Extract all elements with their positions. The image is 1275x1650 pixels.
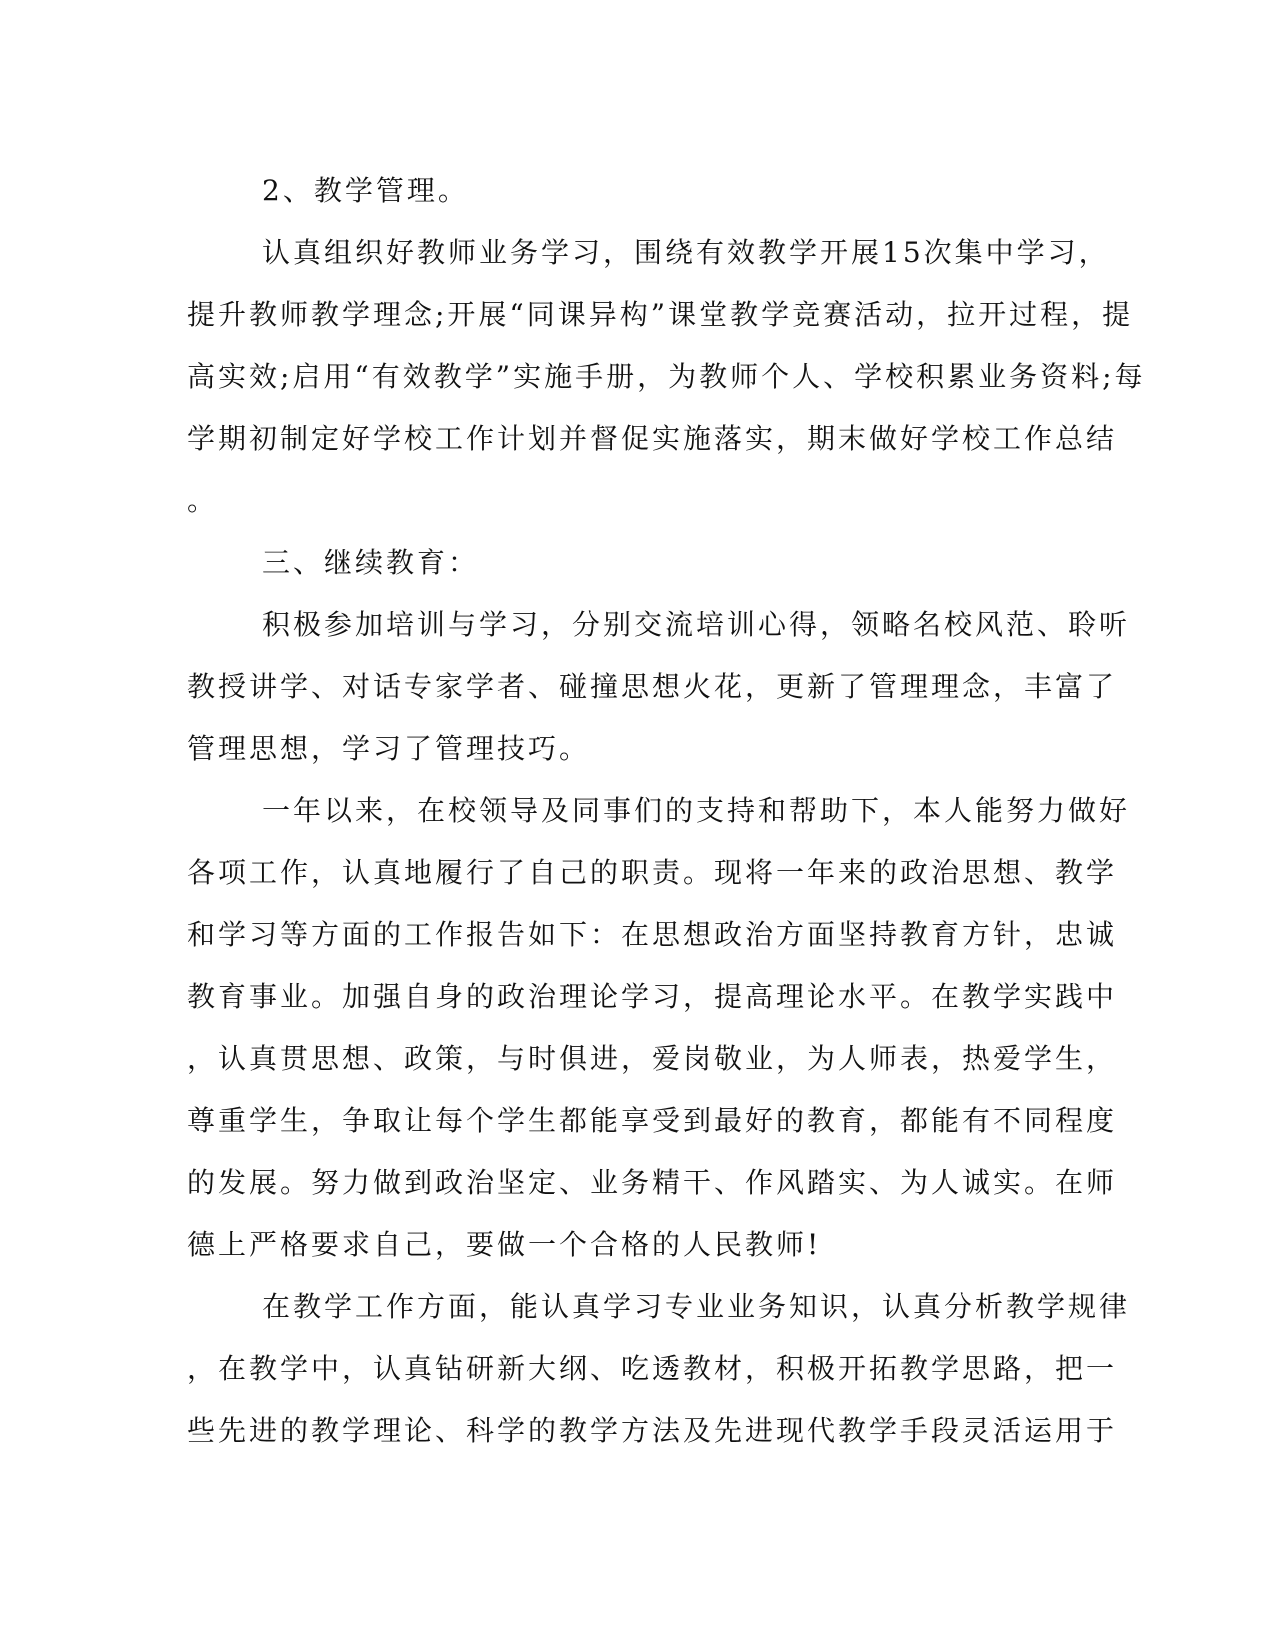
text-line: 一年以来，在校领导及同事们的支持和帮助下，本人能努力做好: [262, 794, 1131, 827]
text-line: 尊重学生，争取让每个学生都能享受到最好的教育，都能有不同程度: [187, 1104, 1118, 1137]
text-line: 教授讲学、对话专家学者、碰撞思想火花，更新了管理理念，丰富了: [187, 670, 1118, 703]
text-line: 在教学工作方面，能认真学习专业业务知识，认真分析教学规律: [262, 1290, 1131, 1323]
text-line: 高实效;启用“有效教学”实施手册，为教师个人、学校积累业务资料;每: [187, 360, 1146, 393]
text-line: 提升教师教学理念;开展“同课异构”课堂教学竞赛活动，拉开过程，提: [187, 298, 1134, 331]
document-body: [187, 160, 1146, 1462]
text-line: ，在教学中，认真钻研新大纲、吃透教材，积极开拓教学思路，把一: [187, 1352, 1118, 1385]
text-line: 的发展。努力做到政治坚定、业务精干、作风踏实、为人诚实。在师: [187, 1166, 1118, 1199]
text-line: 管理思想，学习了管理技巧。: [187, 732, 591, 765]
text-line: 教育事业。加强自身的政治理论学习，提高理论水平。在教学实践中: [187, 980, 1118, 1013]
text-line: 各项工作，认真地履行了自己的职责。现将一年来的政治思想、教学: [187, 856, 1118, 889]
text-line: 积极参加培训与学习，分别交流培训心得，领略名校风范、聆听: [262, 608, 1131, 641]
text-line: 和学习等方面的工作报告如下：在思想政治方面坚持教育方针，忠诚: [187, 918, 1118, 951]
text-line: 学期初制定好学校工作计划并督促实施落实，期末做好学校工作总结: [187, 422, 1118, 455]
text-line: 些先进的教学理论、科学的教学方法及先进现代教学手段灵活运用于: [187, 1414, 1118, 1447]
text-line: 德上严格要求自己，要做一个合格的人民教师!: [187, 1228, 822, 1261]
text-line: 。: [187, 484, 219, 517]
text-line: ，认真贯思想、政策，与时俱进，爱岗敬业，为人师表，热爱学生，: [187, 1042, 1118, 1075]
text-line: 2、教学管理。: [262, 174, 469, 207]
text-line: 三、继续教育：: [262, 546, 480, 579]
text-line: 认真组织好教师业务学习，围绕有效教学开展15次集中学习，: [262, 236, 1110, 269]
